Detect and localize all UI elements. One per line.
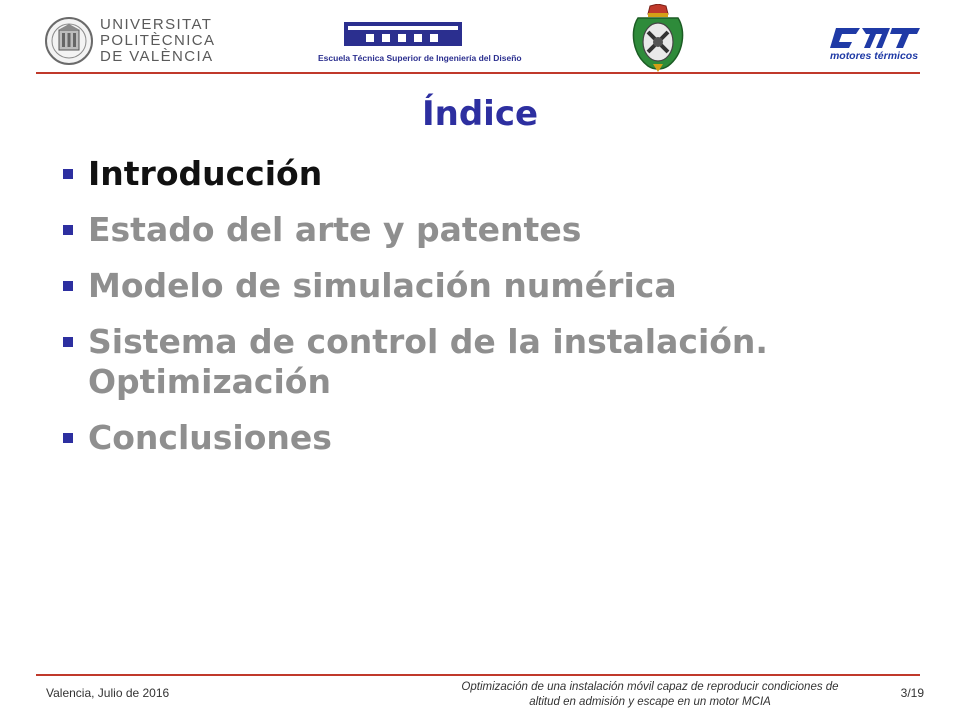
cmt-logo bbox=[826, 26, 922, 66]
upv-wordmark bbox=[100, 17, 215, 65]
upv-line: UNIVERSITAT bbox=[100, 16, 213, 33]
cmt-tagline: motores térmicos bbox=[829, 50, 919, 62]
agenda-item-sistema-control bbox=[60, 322, 920, 402]
header-divider bbox=[36, 72, 920, 74]
agenda-item-conclusiones bbox=[60, 418, 920, 458]
upv-line: POLITÈCNICA bbox=[100, 32, 216, 49]
square-bullet-icon bbox=[63, 337, 73, 347]
footer-subject bbox=[400, 680, 900, 710]
etsid-name: Escuela Técnica Superior de Ingeniería del Diseño bbox=[318, 53, 522, 63]
agenda-item-label: Introducción bbox=[88, 154, 323, 193]
agenda-item-label-line1: Sistema de control de la instalación. bbox=[88, 322, 768, 361]
agenda-item-modelo-simulacion bbox=[60, 266, 920, 306]
square-bullet-icon bbox=[63, 169, 73, 179]
footer-subject-line1: Optimización de una instalación móvil capaz de reproducir condiciones de bbox=[461, 681, 839, 693]
agenda-item-label: Modelo de simulación numérica bbox=[88, 266, 677, 305]
footer-subject-line2: altitud en admisión y escape en un motor MCIA bbox=[529, 696, 771, 708]
agenda-item-estado-del-arte bbox=[60, 210, 920, 250]
square-bullet-icon bbox=[63, 225, 73, 235]
etsid-logo bbox=[318, 20, 522, 68]
agenda-item-label: Estado del arte y patentes bbox=[88, 210, 582, 249]
square-bullet-icon bbox=[63, 281, 73, 291]
square-bullet-icon bbox=[63, 433, 73, 443]
agenda-item-label: Conclusiones bbox=[88, 418, 332, 457]
agenda-item-introduccion bbox=[60, 154, 920, 194]
school-building-icon bbox=[344, 22, 462, 46]
university-seal-icon bbox=[44, 16, 94, 66]
cmt-logo-icon bbox=[830, 26, 920, 50]
page-number: 3/19 bbox=[900, 686, 924, 700]
footer-divider bbox=[36, 674, 920, 676]
agenda-list bbox=[60, 154, 920, 474]
upv-line: DE VALÈNCIA bbox=[100, 48, 214, 65]
agenda-item-label bbox=[88, 322, 920, 402]
engineering-crest-icon bbox=[628, 4, 688, 74]
agenda-item-label-line2: Optimización bbox=[88, 362, 331, 401]
upv-logo bbox=[44, 16, 216, 68]
slide-header bbox=[0, 0, 960, 80]
slide-title: Índice bbox=[421, 94, 539, 134]
footer-date: Valencia, Julio de 2016 bbox=[46, 686, 170, 700]
